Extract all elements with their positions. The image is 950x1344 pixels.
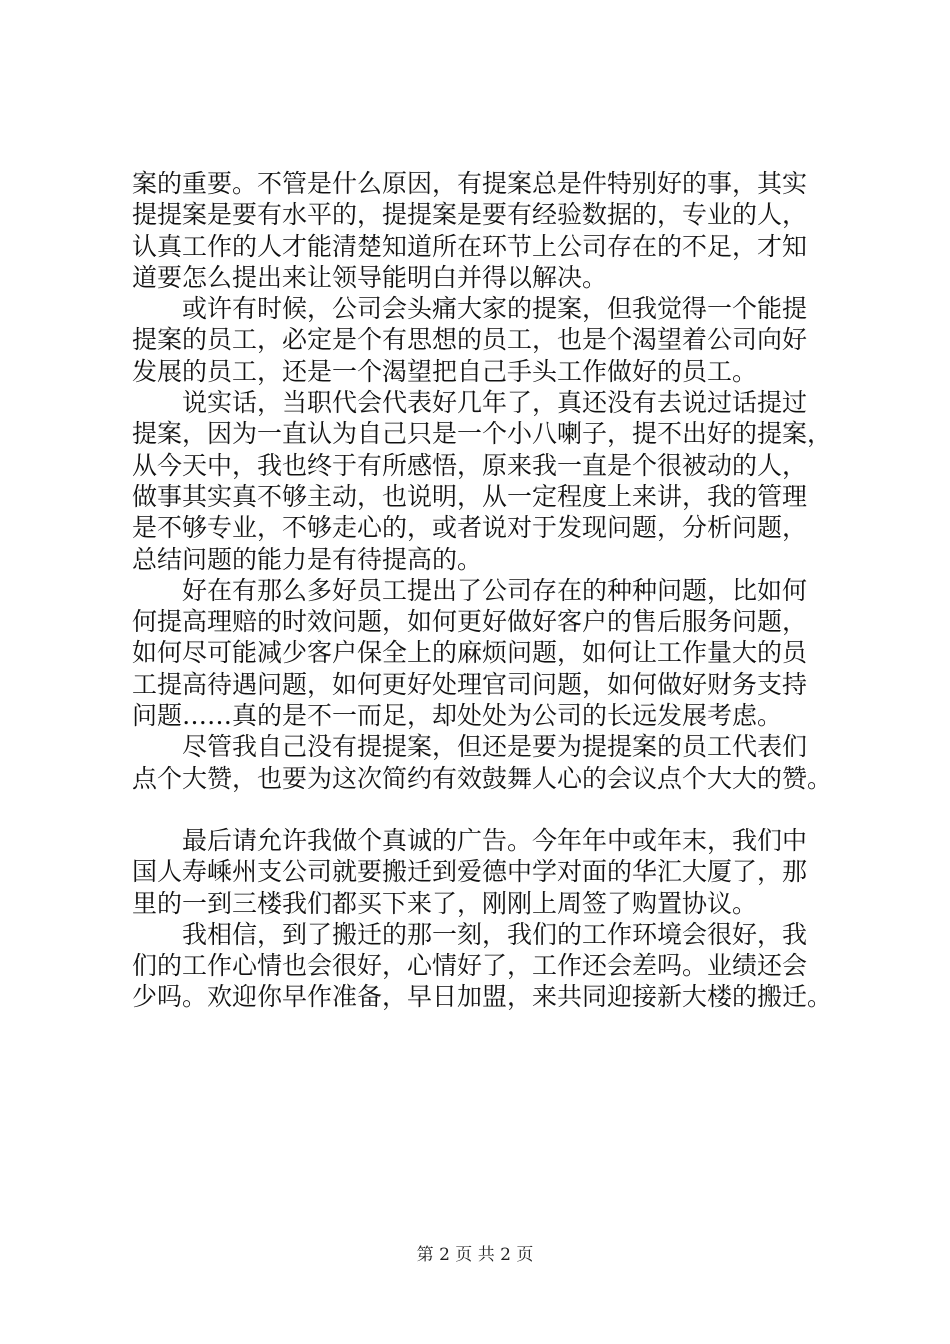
text-line: 道要怎么提出来让领导能明白并得以解决。 [132,262,608,292]
text-line: 最后请允许我做个真诚的广告。今年年中或年末，我们中 [182,825,808,855]
text-line: 如何尽可能减少客户保全上的麻烦问题，如何让工作量大的员 [132,638,808,668]
paragraph-4 [132,575,832,731]
paragraph-5 [132,731,832,794]
paragraph-3 [132,387,832,575]
text-line: 是不够专业，不够走心的，或者说对于发现问题，分析问题， [132,513,808,543]
text-line: 总结问题的能力是有待提高的。 [132,544,483,574]
paragraph-spacer [132,794,832,825]
document-body [132,168,832,1013]
text-line: 发展的员工，还是一个渴望把自己手头工作做好的员工。 [132,356,758,386]
text-line: 何提高理赔的时效问题，如何更好做好客户的售后服务问题， [132,607,808,637]
paragraph-1 [132,168,832,293]
page-number-label: 第 2 页 共 2 页 [416,1245,534,1265]
paragraph-2 [132,293,832,387]
text-line: 点个大赞，也要为这次简约有效鼓舞人心的会议点个大大的赞。 [132,763,833,793]
text-line: 工提高待遇问题，如何更好处理官司问题，如何做好财务支持 [132,669,808,699]
text-line: 提案的员工，必定是个有思想的员工，也是个渴望着公司向好 [132,325,808,355]
text-line: 国人寿嵊州支公司就要搬迁到爱德中学对面的华汇大厦了，那 [132,857,808,887]
text-line: 提案，因为一直认为自己只是一个小八喇子，提不出好的提案， [132,419,833,449]
text-line: 里的一到三楼我们都买下来了，刚刚上周签了购置协议。 [132,888,758,918]
text-line: 说实话，当职代会代表好几年了，真还没有去说过话提过 [182,388,808,418]
text-line: 从今天中，我也终于有所感悟，原来我一直是个很被动的人， [132,450,808,480]
text-line: 做事其实真不够主动，也说明，从一定程度上来讲，我的管理 [132,481,808,511]
paragraph-7 [132,919,832,1013]
text-line: 们的工作心情也会很好，心情好了，工作还会差吗。业绩还会 [132,951,808,981]
page-footer [0,1244,950,1266]
text-line: 问题……真的是不一而足，却处处为公司的长远发展考虑。 [132,701,783,731]
text-line: 认真工作的人才能清楚知道所在环节上公司存在的不足，才知 [132,231,808,261]
text-line: 案的重要。不管是什么原因，有提案总是件特别好的事，其实 [132,169,808,198]
text-line: 提提案是要有水平的，提提案是要有经验数据的，专业的人， [132,200,808,230]
text-line: 我相信，到了搬迁的那一刻，我们的工作环境会很好，我 [182,919,808,949]
text-line: 少吗。欢迎你早作准备，早日加盟，来共同迎接新大楼的搬迁。 [132,982,833,1012]
text-line: 或许有时候，公司会头痛大家的提案，但我觉得一个能提 [182,294,808,324]
text-line: 好在有那么多好员工提出了公司存在的种种问题，比如何 [182,575,808,605]
paragraph-6 [132,825,832,919]
text-line: 尽管我自己没有提提案，但还是要为提提案的员工代表们 [182,732,808,762]
